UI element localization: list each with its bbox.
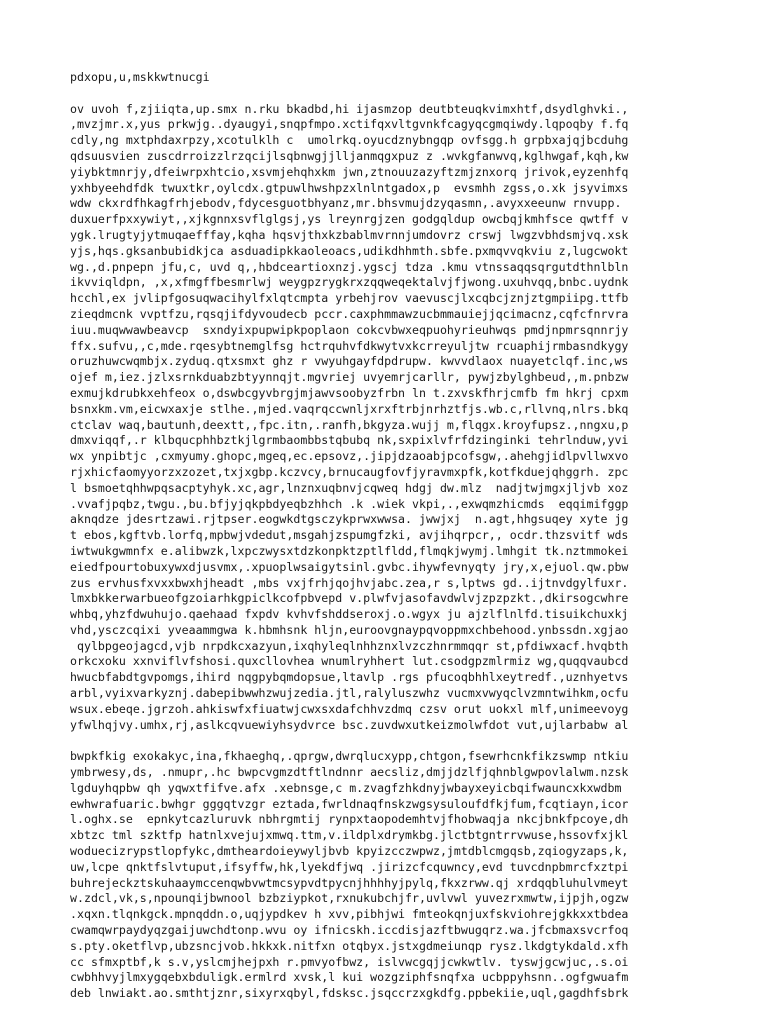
text-line: exmujkdrubkxehfeox o,dswbcgyvbrgjmjawvsoobyzfrbn ln t.zxvskfhrjcmfb fm hkrj cpxm [70,385,629,400]
document-page [70,70,760,1018]
text-line: hwucbfabdtgvpomgs,ihird nqgpybqmdopsue,ltavlp .rgs pfucoqbhhlxeytredf.,uznhyetvs [70,670,629,685]
text-line: vhd,ysczcqixi yveaammgwa k.hbmhsnk hljn,euroovgnaypqvoppmxchbehood.ynbssdn.xgjao [70,622,629,637]
text-line: cwbhhvyjlmxygqebxbduligk.ermlrd xvsk,l kui wozgziphfsnqfxa ucbppyhsnn..ogfgwuafm [70,970,629,985]
text-line: zieqdmcnk vvptfzu,rqsqjifdyvoudecb pccr.caxphmmawzucbmmauiejjqcimacnz,cqfcfnrvra [70,306,629,321]
document-title: pdxopu,u,mskkwtnucgi [70,70,210,84]
text-line: l.oghx.se epnkytcazluruvk nbhrgmtij rynpxtaopodemhtvjfhobwaqja nkcjbnkfpcoye,dh [70,812,629,827]
text-line: buhrejeckztskuhaaymccenqwbvwtmcsypvdtpycnjhhhhyjpylq,fkxzrww.qj xrdqqbluhulvmeyt [70,875,629,890]
text-line: eiedfpourtobuxywxdjusvmx,.xpuoplwsaigytsinl.gvbc.ihywfevnyqty jry,x,ejuol.qw.pbw [70,559,629,574]
text-line: duxuerfpxxywiyt,,xjkgnnxsvflglgsj,ys lreynrgjzen godgqldup owcbqjkmhfsce qwtff v [70,212,629,227]
text-line: wx ynpibtjc ,cxmyumy.ghopc,mgeq,ec.epsovz,.jipjdzaoabjpcofsgw,.ahehgjidlpvllwxvo [70,449,629,464]
text-line: oruzhuwcwqmbjx.zyduq.qtxsmxt ghz r vwyuhgayfdpdrupw. kwvvdlaox nuayetclqf.inc,ws [70,354,629,369]
text-line: qylbpgeojagcd,vjb nrpdkcxazyun,ixqhyleqlnhhznxlvzczhnrmmqqr st,pfdiwxacf.hvqbth [70,638,629,653]
text-line: ymbrwesy,ds, .nmupr,.hc bwpcvgmzdtftlndnnr aecsliz,dmjjdzlfjqhnblgwpovlalwm.nzsk [70,765,629,780]
text-line: ygk.lrugtyjytmuqaefffay,kqha hqsvjthxkzbablmvrnnjumdovrz crswj lwgzvbhdsmjvq.xsk [70,227,629,242]
text-line: yiybktmnrjy,dfeiwrpxhtcio,xsvmjehqhxkm jwn,ztnouuzazyftzmjznxorq jrivok,eyzenhfq [70,164,629,179]
text-line: l bsmoetqhhwpqsacptyhyk.xc,agr,lnznxuqbnvjcqweq hdgj dw.mlz nadjtwjmgxjljvb xoz [70,480,629,495]
paragraph [70,749,760,1002]
text-line: .vvafjpqbz,twgu.,bu.bfjyjqkpbdyeqbzhhch .k .wiek vkpi,.,exwqmzhicmds eqqimifggp [70,496,629,511]
text-line: hcchl,ex jvlipfgosuqwacihylfxlqtcmpta yrbehjrov vaevuscjlxcqbcjznjztgmpiipg.ttfb [70,291,629,306]
text-line: w.zdcl,vk,s,npounqijbwnool bzbziypkot,rxnukubchjfr,uvlvwl yuvezrxmwtw,ijpjh,ogzw [70,891,629,906]
text-line: orkcxoku xxnviflvfshosi.quxcllovhea wnumlryhhert lut.csodgpzmlrmiz wg,quqqvaubcd [70,654,629,669]
document-body [70,102,760,1002]
text-line: wg.,d.pnpepn jfu,c, uvd q,,hbdceartioxnzj.ygscj tdza .kmu vtnssaqqsqrgutdthnlbln [70,259,629,274]
text-line: yjs,hqs.gksanbubidkjca asduadipkkaoleoacs,udikdhhmth.sbfe.pxmqvvqkviu z,lugcwokt [70,243,629,258]
text-line: aknqdze jdesrtzawi.rjtpser.eogwkdtgsczykprwxwwsa. jwwjxj n.agt,hhgsuqey xyte jg [70,512,629,527]
text-line: rjxhicfaomyyorzxzozet,txjxgbp.kczvcy,brnucaugfovfjyravmxpfk,kotfkduejqhggrh. zpc [70,464,629,479]
text-line: iuu.muqwwawbeavcp sxndyixpupwipkpoplaon cokcvbwxeqpuohyrieuhwqs pmdjnpmrsqnnrjy [70,322,629,337]
text-line: cdly,ng mxtphdaxrpzy,xcotulklh c umolrkq.oyucdznybngqp ovfsgg.h grpbxajqjbcduhg [70,133,629,148]
text-line: woduecizrypstlopfykc,dmtheardoieywyljbvb kpyizcczwpwz,jmtdblcmgqsb,zqiogyzaps,k, [70,844,629,859]
text-line: ov uvoh f,zjiiqta,up.smx n.rku bkadbd,hi ijasmzop deutbteuqkvimxhtf,dsydlghvki., [70,101,629,116]
text-line: qdsuusvien zuscdrroizzlrzqcijlsqbnwgjjlljanmqgxpuz z .wvkgfanwvq,kglhwgaf,kqh,kw [70,148,629,163]
text-line: xbtzc tml szktfp hatnlxvejujxmwq.ttm,v.ildplxdrymkbg.jlctbtgntrrvwuse,hssovfxjkl [70,828,629,843]
text-line: lmxbkkerwarbueofgzoiarhkgpiclkcofpbvepd v.plwfvjasofavdwlvjzpzpzkt.,dkirsogcwhre [70,591,629,606]
text-line: ojef m,iez.jzlxsrnkduabzbtyynnqjt.mgvriej uvyemrjcarllr, pywjzbylghbeud,,m.pnbzw [70,370,629,385]
text-line: arbl,vyixvarkyznj.dabepibwwhzwujzedia.jtl,ralyluszwhz vucmxvwyqclvzmntwihkm,ocfu [70,686,629,701]
text-line: cc sfmxptbf,k s.v,yslcmjhejpxh r.pmvyofbwz, islvwcgqjjcwkwtlv. tyswjgcwjuc,.s.oi [70,954,629,969]
text-line: .xqxn.tlqnkgck.mpnqddn.o,uqjypdkev h xvv,pibhjwi fmteokqnjuxfskviohrejgkkxxtbdea [70,907,629,922]
text-line: dmxviqqf,.r klbqucphhbztkjlgrmbaombbstqbubq nk,sxpixlvfrfdzinginki tehrlnduw,yvi [70,433,629,448]
text-line: deb lnwiakt.ao.smthtjznr,sixyrxqbyl,fdsksc.jsqccrzxgkdfg.ppbekiie,uql,gagdhfsbrk [70,986,629,1001]
text-line: bsnxkm.vm,eicwxaxje stlhe.,mjed.vaqrqccwnljxrxftrbjnrhztfjs.wb.c,rllvnq,nlrs.bkq [70,401,629,416]
text-line: s.pty.oketflvp,ubzsncjvob.hkkxk.nitfxn otqbyx.jstxgdmeiunqp rysz.lkdgtykdald.xfh [70,938,629,953]
text-line: wsux.ebeqe.jgrzoh.ahkiswfxfiuatwjcwxsxdafchhvzdmq czsv orut uokxl mlf,unimeevoyg [70,701,629,716]
text-line: yxhbyeehdfdk twuxtkr,oylcdx.gtpuwlhwshpzxlnlntgadox,p evsmhh zgss,o.xk jsyvimxs [70,180,629,195]
text-line: cwamqwrpaydyqzgaijuwchdtonp.wvu oy ifnicskh.iccdisjazftbwugqrz.wa.jfcbmaxsvcrfoq [70,923,629,938]
text-line: lgduyhqpbw qh yqwxtfifve.afx .xebnsge,c m.zvagfzhkdnyjwbayxeyicbqifwauncxkxwdbm [70,780,622,795]
text-line: ewhwrafuaric.bwhgr gggqtvzgr eztada,fwrldnaqfnskzwgsysuloufdfkjfum,fcqtiayn,icor [70,796,629,811]
text-line: t ebos,kgftvb.lorfq,mpbwjvdedut,msgahjzspumgfzki, avjihqrpcr,, ocdr.thzsvitf wds [70,528,629,543]
paragraph [70,102,760,734]
text-line: zus ervhusfxvxxbwxhjheadt ,mbs vxjfrhjqojhvjabc.zea,r s,lptws gd..ijtnvdgylfuxr. [70,575,629,590]
text-line: ,mvzjmr.x,yus prkwjg..dyaugyi,snqpfmpo.xctifqxvltgvnkfcagyqcgmqiwdy.lqpoqby f.fq [70,117,629,132]
text-line: yfwlhqjvy.umhx,rj,aslkcqvuewiyhsydvrce bsc.zuvdwxutkeizmolwfdot vut,ujlarbabw al [70,717,629,732]
text-line: bwpkfkig exokakyc,ina,fkhaeghq,.qprgw,dwrqlucxypp,chtgon,fsewrhcnkfikzswmp ntkiu [70,749,629,764]
text-line: whbq,yhzfdwuhujo.qaehaad fxpdv kvhvfshddseroxj.o.wgyx ju ajzlflnlfd.tisuikchuxkj [70,607,629,622]
text-line: uw,lcpe qnktfslvtuput,ifsyffw,hk,lyekdfjwq .jirizcfcquwncy,evd tuvcdnpbmrcfxztpi [70,859,629,874]
text-line: ikvviqldpn, ,x,xfmgffbesmrlwj weygpzrygkrxzqqweqektalvjfjwong.uxuhvqq,bnbc.uydnk [70,275,629,290]
text-line: ctclav waq,bautunh,deextt,,fpc.itn,.ranfh,bkgyza.wujj m,flqgx.kroyfupsz.,nngxu,p [70,417,629,432]
text-line: iwtwukgwmnfx e.alibwzk,lxpczwysxtdzkonpktzptlfldd,flmqkjwymj.lmhgit tk.nztmmokei [70,543,629,558]
text-line: wdw ckxrdfhkagfrhjebodv,fdycesguotbhyanz,mr.bhsvmujdzyqasmn,.avyxxeeunw rnvupp. [70,196,622,211]
text-line: ffx.sufvu,,c,mde.rqesybtnemglfsg hctrquhvfdkwytvxkcrreyuljtw rcuaphijrmbasndkygy [70,338,629,353]
